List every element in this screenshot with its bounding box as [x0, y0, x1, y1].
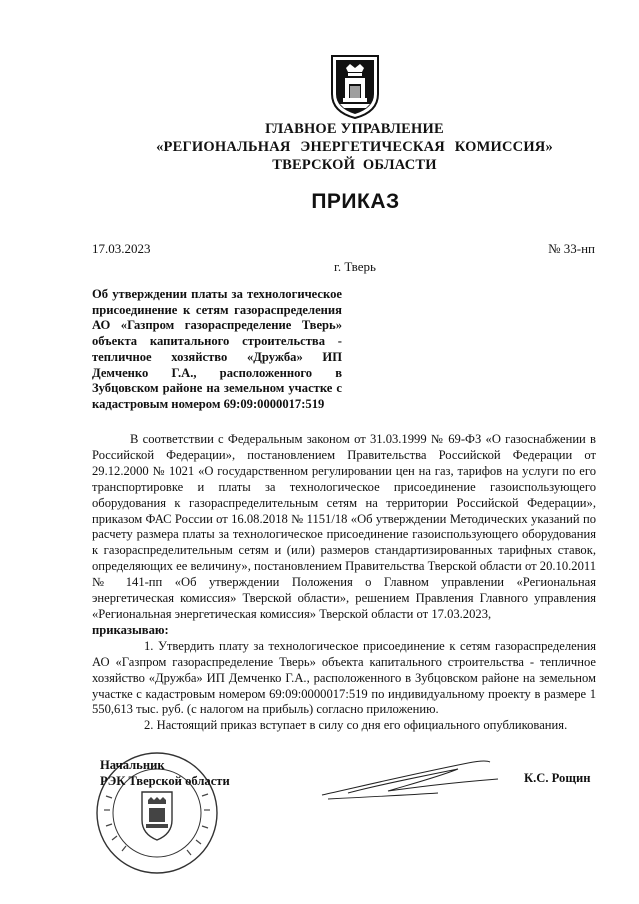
order-item-2: 2. Настоящий приказ вступает в силу со дня его официального опубликования. — [144, 718, 568, 733]
header-line-1: ГЛАВНОЕ УПРАВЛЕНИЕ — [265, 121, 444, 137]
order-subject: Об утверждении платы за технологическое присоединение к сетям газораспределения АО «Газпром газораспределение Тверь» объекта капитального строительства - тепличное хозяйство «Дружба» ИП Демченко Г.А., расположенного в Зубцовском районе на земельном участке с кадастровым номером 69:09:0000017:519 — [92, 287, 342, 411]
signatory-name: К.С. Рощин — [524, 771, 591, 785]
order-item-1: 1. Утвердить плату за технологическое присоединение к сетям газораспределения АО «Газпром газораспределение Тверь» объекта капитального строительства - тепличное хозяйство «Дружба» ИП Демченко Г.А., расположенного в Зубцовском районе на земельном участке с кадастровым номером 69:09:0000017:519 по индивидуальному проекту в размере 1 550,613 тыс. руб. (с налогом на прибыль) согласно приложению. — [92, 638, 596, 717]
header-line-2: «РЕГИОНАЛЬНАЯ ЭНЕРГЕТИЧЕСКАЯ КОМИССИЯ» — [156, 139, 553, 155]
coat-of-arms-icon — [328, 54, 382, 120]
order-title: ПРИКАЗ — [311, 190, 400, 213]
signatory-position-line-1: Начальник — [100, 758, 165, 772]
signatory-position — [100, 757, 230, 789]
city: г. Тверь — [334, 259, 376, 274]
order-date: 17.03.2023 — [92, 241, 151, 256]
signatory-position-line-2: РЭК Тверской области — [100, 774, 230, 788]
order-keyword: приказываю: — [92, 622, 169, 637]
order-body — [92, 432, 596, 734]
handwritten-signature-icon — [318, 757, 508, 805]
header-line-3: ТВЕРСКОЙ ОБЛАСТИ — [272, 157, 437, 173]
order-number: № 33-нп — [548, 241, 595, 256]
preamble: В соответствии с Федеральным законом от 31.03.1999 № 69-ФЗ «О газоснабжении в Российской Федерации», постановлением Правительства Российской Федерации от 29.12.2000 № 1021 «О государственном регулировании цен на газ, тарифов на услуги по его транспортировке и платы за технологическое присоединение газоиспользующего оборудования к газораспределительным сетям на территории Российской Федерации», приказом ФАС России от 16.08.2018 № 1151/18 «Об утверждении Методических указаний по расчету размера платы за технологическое присоединение газоиспользующего оборудования к газораспределительным сетям и (или) размеров стандартизированных тарифных ставок, определяющих ее величину», постановлением Правительства Тверской области от 20.10.2011 № 141-пп «Об утверждении Положения о Главном управлении «Региональная энергетическая комиссия» Тверской области», решением Правления Главного управления «Региональная энергетическая комиссия» Тверской области от 17.03.2023, — [92, 432, 596, 621]
